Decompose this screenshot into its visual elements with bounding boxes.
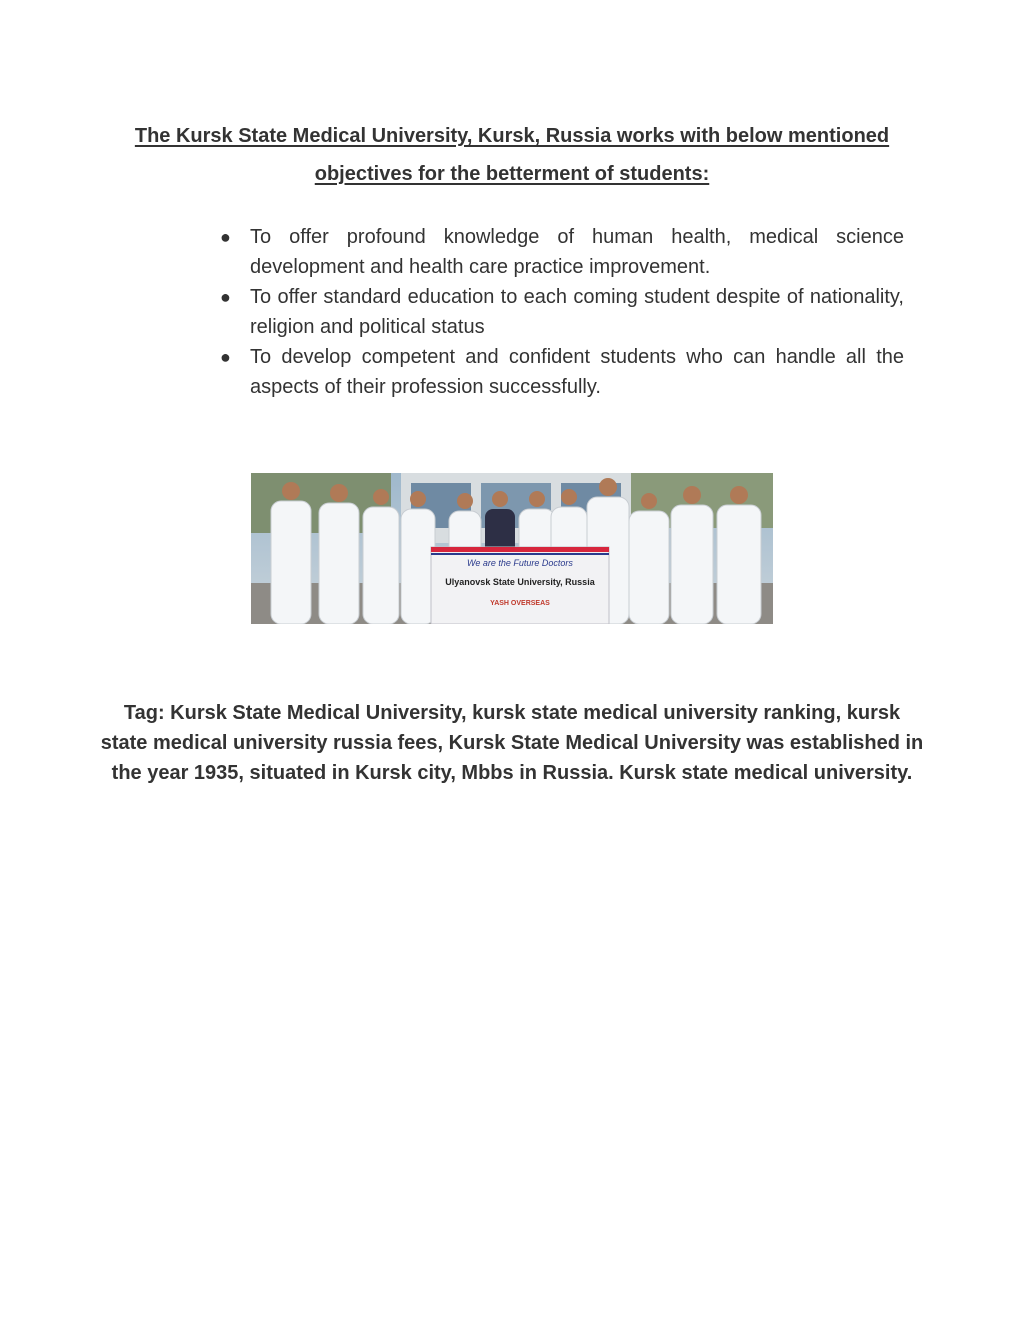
banner-line-2: Ulyanovsk State University, Russia xyxy=(445,577,595,587)
list-item xyxy=(220,222,904,282)
tag-paragraph: Tag: Kursk State Medical University, kursk state medical university ranking, kursk state medical university russia fees, Kursk State Medical University was established in the year 1935, situated in Kursk city, Mbbs in Russia. Kursk state medical university. xyxy=(100,702,924,784)
bullet-icon: ● xyxy=(220,347,231,367)
banner-line-1: We are the Future Doctors xyxy=(467,558,573,568)
objectives-list xyxy=(220,222,904,402)
page-heading: The Kursk State Medical University, Kursk, Russia works with below mentioned objectives for the betterment of students: xyxy=(134,125,890,185)
objective-text: To develop competent and confident students who can handle all the aspects of their profession successfully. xyxy=(250,346,904,398)
objective-text: To offer profound knowledge of human health, medical science development and health care practice improvement. xyxy=(250,226,904,278)
bullet-icon: ● xyxy=(220,227,231,247)
banner-line-3: YASH OVERSEAS xyxy=(490,600,550,607)
students-group-photo xyxy=(251,473,773,624)
objective-text: To offer standard education to each coming student despite of nationality, religion and political status xyxy=(250,286,904,338)
list-item xyxy=(220,342,904,402)
bullet-icon: ● xyxy=(220,287,231,307)
list-item xyxy=(220,282,904,342)
